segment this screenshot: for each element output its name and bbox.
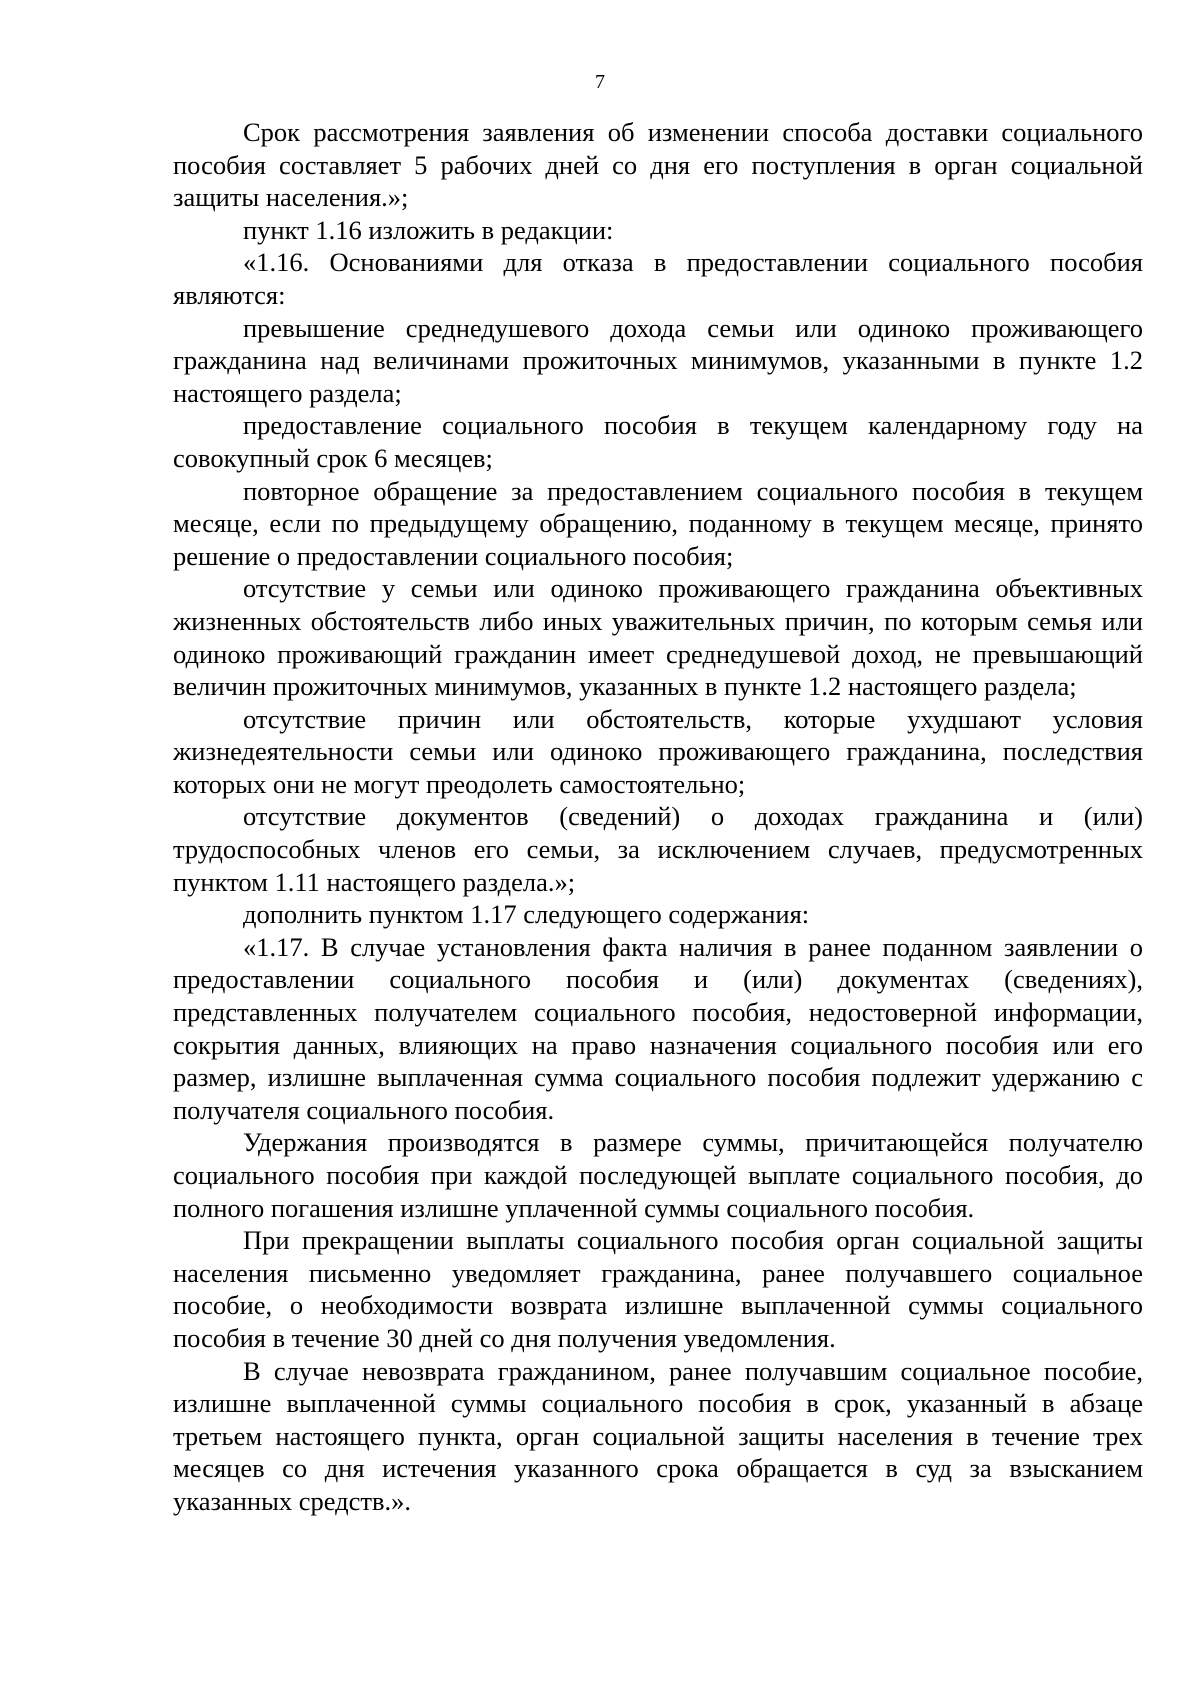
- paragraph-13: При прекращении выплаты социального пособия орган социальной защиты населения письменно уведомляет гражданина, ранее получавшего социальное пособие, о необходимости возврата излишне выплаченной суммы социального пособия в течение 30 дней со дня получения уведомления.: [173, 1225, 1143, 1353]
- paragraph-8: отсутствие причин или обстоятельств, которые ухудшают условия жизнедеятельности семьи или одиноко проживающего гражданина, последствия которых они не могут преодолеть самостоятельно;: [173, 703, 1143, 799]
- paragraph-6: повторное обращение за предоставлением социального пособия в текущем месяце, если по предыдущему обращению, поданному в текущем месяце, принято решение о предоставлении социального пособия;: [173, 475, 1143, 571]
- paragraph-5: предоставление социального пособия в текущем календарному году на совокупный срок 6 месяцев;: [173, 410, 1143, 473]
- page-number: 7: [595, 71, 605, 93]
- paragraph-3: «1.16. Основаниями для отказа в предоставлении социального пособия являются:: [173, 247, 1143, 310]
- paragraph-10: дополнить пунктом 1.17 следующего содержания:: [243, 899, 810, 930]
- paragraph-1: Срок рассмотрения заявления об изменении способа доставки социального пособия составляет 5 рабочих дней со дня его поступления в орган социальной защиты населения.»;: [173, 117, 1143, 213]
- paragraph-4: превышение среднедушевого дохода семьи или одиноко проживающего гражданина над величинами прожиточных минимумов, указанными в пункте 1.2 настоящего раздела;: [173, 312, 1143, 408]
- paragraph-7: отсутствие у семьи или одиноко проживающего гражданина объективных жизненных обстоятельств либо иных уважительных причин, по которым семья или одиноко проживающий гражданин имеет среднедушевой доход, не превышающий величин прожиточных минимумов, указанных в пункте 1.2 настоящего раздела;: [173, 573, 1143, 702]
- paragraph-14: В случае невозврата гражданином, ранее получавшим социальное пособие, излишне выплаченной суммы социального пособия в срок, указанный в абзаце третьем настоящего пункта, орган социальной защиты населения в течение трех месяцев со дня истечения указанного срока обращается в суд за взысканием указанных средств.».: [173, 1355, 1143, 1516]
- paragraph-2: пункт 1.16 изложить в редакции:: [243, 214, 614, 245]
- paragraph-9: отсутствие документов (сведений) о доходах гражданина и (или) трудоспособных членов его семьи, за исключением случаев, предусмотренных пунктом 1.11 настоящего раздела.»;: [173, 801, 1143, 897]
- paragraph-12: Удержания производятся в размере суммы, причитающейся получателю социального пособия при каждой последующей выплате социального пособия, до полного погашения излишне уплаченной суммы социального пособия.: [173, 1127, 1143, 1223]
- document-body: [173, 116, 1143, 1518]
- paragraph-11: «1.17. В случае установления факта наличия в ранее поданном заявлении о предоставлении социального пособия и (или) документах (сведениях), представленных получателем социального пособия, недостоверной информации, сокрытия данных, влияющих на право назначения социального пособия или его размер, излишне выплаченная сумма социального пособия подлежит удержанию с получателя социального пособия.: [173, 931, 1143, 1125]
